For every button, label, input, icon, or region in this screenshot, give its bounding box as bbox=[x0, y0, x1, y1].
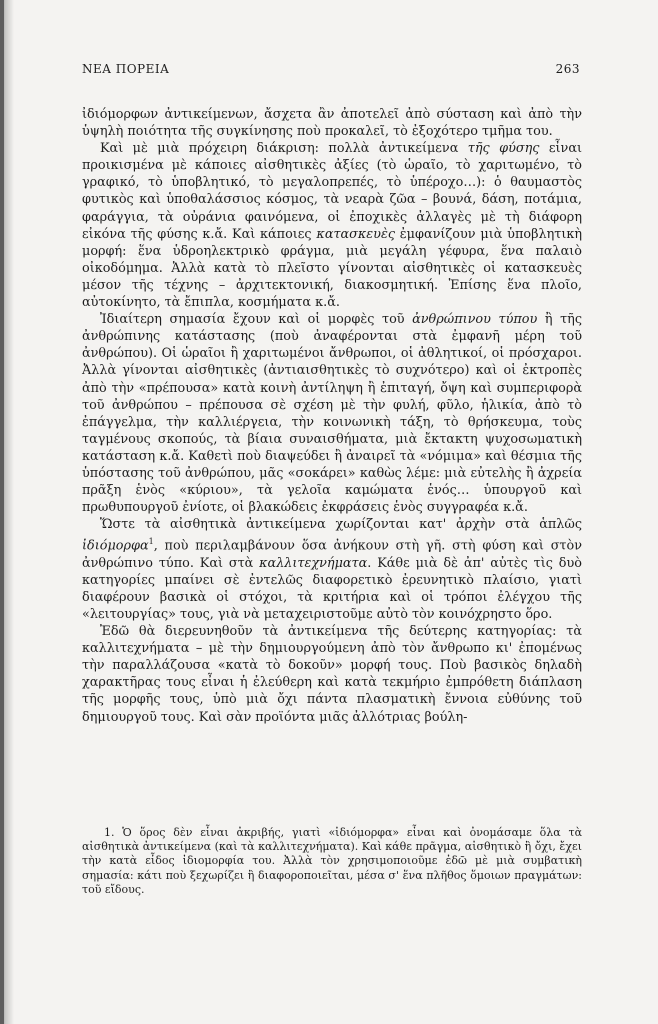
paragraph-3 bbox=[82, 311, 582, 516]
main-text bbox=[82, 106, 582, 726]
binding-edge bbox=[0, 0, 4, 1024]
paragraph-5: Ἐδῶ θὰ διερευνηθοῦν τὰ ἀντικείμενα τῆς δεύτερης κατηγορίας: τὰ καλλιτεχνήματα – μὲ τὴν δημιουργούμενη ἀπὸ τὸν ἄνθρωπο κι' ἐπομένως τὴν παραλλάζουσα «κατὰ τὸ δοκοῦν» μορφή τους. Ποὺ βασικὸς δηλαδὴ χαρακτῆρας τους εἶναι ἡ ἐλεύθερη καὶ κατὰ τεκμήριο ἐμπρόθετη διάπλαση τῆς μορφῆς τους, ὑπὸ μιὰ ὄχι πάντα πλασματικὴ ἔννοια εὐθύνης τοῦ δημιουργοῦ τους. Καὶ σὰν προϊόντα μιᾶς ἀλλότριας βούλη- bbox=[82, 624, 582, 725]
footnote-marker[interactable]: 1 bbox=[148, 537, 154, 547]
footnote bbox=[82, 826, 582, 897]
italic-term: κατασκευὲς bbox=[316, 226, 395, 242]
running-title: ΝΕΑ ΠΟΡΕΙΑ bbox=[82, 62, 170, 76]
text-run: εἶναι προικισμένα μὲ κάποιες αἰσθητικὲς ἀξίες (τὸ ὡραῖο, τὸ χαριτωμένο, τὸ γραφικό, τὸ ὑποβλητικό, τὸ μεγαλοπρεπές, τὸ ὑπέροχο…): ὁ θαυμαστὸς φυτικὸς καὶ ὑποθαλάσσιος κόσμος, τὰ νεαρὰ ζῶα – βουνά, δάση, ποτάμια, φαράγγια, τὰ οὐράνια φαινόμενα, οἱ ἐποχικὲς ἀλλαγὲς μὲ τὴ διάφορη εἰκόνα τῆς φύσης κ.ἄ. Καὶ κάποιες bbox=[82, 141, 582, 242]
paragraph-2 bbox=[82, 140, 582, 311]
text-run: Ἰδιαίτερη σημασία ἔχουν καὶ οἱ μορφὲς τοῦ bbox=[100, 312, 413, 328]
text-run: . Κάθε μιὰ δὲ ἀπ' αὐτὲς τὶς δυὸ κατηγορίες μπαίνει σὲ ἐντελῶς διαφορετικὸ ἐρευνητικὸ πλαίσιο, γιατὶ διαφέρουν βασικὰ οἱ στόχοι, τὰ κριτήρια καὶ οἱ τρόποι ἐλέγχου τῆς «λειτουργίας» τους, γιὰ νὰ μεταχειριστοῦμε αὐτὸ τὸν κοινόχρηστο ὅρο. bbox=[82, 555, 582, 622]
running-header bbox=[82, 62, 580, 76]
text-run: ἢ τῆς ἀνθρώπινης κατάστασης (ποὺ ἀναφέρονται στὰ ἐμφανῆ μέρη τοῦ ἀνθρώπου). Οἱ ὡραῖοι ἢ χαριτωμένοι ἄνθρωποι, οἱ ἀθλητικοί, οἱ πρόσχαροι. Ἀλλὰ γίνονται αἰσθητικὲς (ἀντιαισθητικὲς τὸ συχνότερο) καὶ οἱ ἐκτροπὲς ἀπὸ τὴν «πρέπουσα» κατὰ κοινὴ ἀντίληψη ἢ ἐπιταγή, ὄψη καὶ συμπεριφορὰ τοῦ ἀνθρώπου – πρέπουσα σὲ σχέση μὲ τὴν φυλή, φῦλο, ἡλικία, ἀπὸ τὸ ἐπάγγελμα, τὴν καλλιέργεια, τὴν κοινωνικὴ τάξη, τὸ θρήσκευμα, τοὺς ταγμένους σκοπούς, τὰ βίαια συναισθήματα, μιὰ ἔκτακτη ψυχοσωματικὴ κατάσταση κ.ἄ. Καθετὶ ποὺ διαψεύδει ἢ ἀναιρεῖ τὰ «νόμιμα» καὶ θέσμια τῆς ὑπόστασης τοῦ ἀνθρώπου, μᾶς «σοκάρει» καθὼς λέμε: μιὰ εὐτελὴς ἢ ἀχρεία πρᾶξη ἑνὸς «κύριου», τὰ γελοῖα καμώματα ἑνός… ὑπουργοῦ καὶ πρωθυπουργοῦ ἐνίοτε, οἱ βλακώδεις ἐκφράσεις ἑνὸς συγγραφέα κ.ἄ. bbox=[82, 312, 582, 516]
page-number: 263 bbox=[555, 62, 580, 76]
paragraph-1: ἰδιόμορφων ἀντικείμενων, ἄσχετα ἂν ἀποτελεῖ ἀπὸ σύσταση καὶ ἀπὸ τὴν ὑψηλὴ ποιότητα τῆς συγκίνησης ποὺ προκαλεῖ, τὸ ἐξοχότερο τμῆμα του. bbox=[82, 107, 582, 140]
italic-term: καλλιτεχνήματα bbox=[259, 555, 368, 571]
text-run: Καὶ μὲ μιὰ πρόχειρη διάκριση: πολλὰ ἀντικείμενα bbox=[100, 141, 468, 157]
paragraph-4 bbox=[82, 516, 582, 623]
italic-term: ἰδιόμορφα bbox=[82, 538, 149, 554]
text-run: Ὥστε τὰ αἰσθητικὰ ἀντικείμενα χωρίζονται κατ' ἀρχὴν στὰ ἁπλῶς bbox=[100, 517, 582, 533]
italic-term: τῆς φύσης bbox=[467, 141, 540, 157]
text-run: ἐμφανίζουν μιὰ ὑποβλητικὴ μορφή: ἕνα ὑδροηλεκτρικὸ φράγμα, μιὰ μεγάλη γέφυρα, ἕνα παλαιὸ οἰκοδόμημα. Ἀλλὰ κατὰ τὸ πλεῖστο γίνονται αἰσθητικὲς οἱ κατασκευὲς μέσον τῆς τέχνης – ἀρχιτεκτονική, διακοσμητική. Ἐπίσης ἕνα πλοῖο, αὐτοκίνητο, τὰ ἔπιπλα, κοσμήματα κ.ἄ. bbox=[82, 226, 583, 311]
italic-term: ἀνθρώπινου τύπου bbox=[412, 312, 538, 328]
footnote-text: 1. Ὁ ὅρος δὲν εἶναι ἀκριβής, γιατὶ «ἰδιόμορφα» εἶναι καὶ ὀνομάσαμε ὅλα τὰ αἰσθητικὰ ἀντικείμενα (καὶ τὰ καλλιτεχνήματα). Καὶ κάθε πρᾶγμα, αἰσθητικὸ ἢ ὄχι, ἔχει τὴν κατὰ εἶδος ἰδιομορφία του. Ἀλλὰ τὸν χρησιμοποιοῦμε ἐδῶ μὲ μιὰ συμβατικὴ σημασία: κάτι ποὺ ξεχωρίζει ἢ διαφοροποιεῖται, μέσα σ' ἕνα πλῆθος ὅμοιων πραγμάτων: τοῦ εἴδους. bbox=[82, 826, 582, 896]
text-run: , ποὺ περιλαμβάνουν ὅσα ἀνήκουν στὴ γῆ. στὴ φύση καὶ στὸν ἀνθρώπινο τύπο. Καὶ στὰ bbox=[82, 538, 582, 571]
